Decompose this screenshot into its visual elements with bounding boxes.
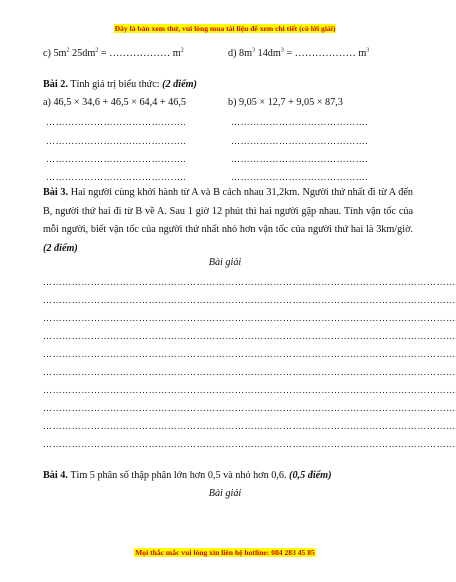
q1-d-mid: 14dm	[255, 48, 281, 59]
bai4-solution-title: Bài giải	[208, 488, 242, 499]
bai3-label: Bài 3.	[43, 187, 69, 198]
bai2-b: b) 9,05 × 12,7 + 9,05 × 87,3	[228, 97, 343, 108]
bai2-b-dots-4: …………………………………….	[231, 172, 369, 182]
bai2-a-dots-3: ……………………………………..	[46, 154, 187, 164]
bai4-points: (0,5 điểm)	[289, 470, 332, 481]
preview-banner-text: Đây là bản xem thử, vui lòng mua tài liệu để xem chi tiết (có lời giải)	[114, 24, 336, 33]
bai2-points: (2 điểm)	[162, 79, 197, 90]
bai3-dots-6: …………………………………………………………………………………………………………………	[43, 367, 456, 377]
bai2-b-dots-3: …………………………………….	[231, 154, 369, 164]
bai2-heading	[43, 79, 197, 91]
bai3-dots-2: …………………………………………………………………………………………………………………	[43, 295, 456, 305]
bai3-dots-10: …………………………………………………………………………………………………………………	[43, 439, 456, 449]
bai2-label: Bài 2.	[43, 79, 68, 90]
q1-d-line	[228, 48, 369, 60]
q1-d-rest: = ……………… m	[283, 48, 367, 59]
q1-d-sup1: 3	[252, 47, 256, 54]
bai3-dots-4: …………………………………………………………………………………………………………………	[43, 331, 456, 341]
bai3-dots-8: …………………………………………………………………………………………………………………	[43, 403, 456, 413]
bai2-a-dots-1: ……………………………………..	[46, 117, 187, 127]
bai3-dots-9: …………………………………………………………………………………………………………………	[43, 421, 456, 431]
q1-c-rest: = ……………… m	[98, 48, 181, 59]
bai3-dots-7: …………………………………………………………………………………………………………………	[43, 385, 456, 395]
bai2-a: a) 46,5 × 34,6 + 46,5 × 64,4 + 46,5	[43, 97, 186, 108]
bai4-heading	[43, 470, 331, 482]
q1-c-sup2: 2	[95, 47, 99, 54]
q1-d-left: d) 8m	[228, 48, 253, 59]
hotline-banner	[0, 548, 450, 557]
bai3-points: (2 điểm)	[43, 242, 78, 254]
bai3-dots-1: …………………………………………………………………………………………………………………	[43, 277, 456, 287]
bai2-b-dots-2: …………………………………….	[231, 136, 369, 146]
bai3-dots-5: …………………………………………………………………………………………………………………	[43, 349, 456, 359]
q1-c-mid: 25dm	[69, 48, 96, 59]
bai2-a-dots-4: ……………………………………..	[46, 172, 187, 182]
bai3-paragraph	[43, 184, 413, 258]
q1-c-left: c) 5m	[43, 48, 67, 59]
hotline-banner-text: Mọi thắc mắc vui lòng xin liên hệ hotline: 084 283 45 85	[135, 548, 315, 557]
q1-d-sup2: 3	[280, 47, 284, 54]
q1-c-line	[43, 48, 184, 60]
bai2-text: Tính giá trị biểu thức:	[67, 79, 163, 90]
bai3-dots-3: …………………………………………………………………………………………………………………	[43, 313, 456, 323]
bai2-a-dots-2: ……………………………………..	[46, 136, 187, 146]
bai2-b-dots-1: …………………………………….	[231, 117, 369, 127]
q1-d-sup3: 3	[366, 47, 370, 54]
bai3-solution-title: Bài giải	[208, 257, 242, 268]
bai3-text: Hai người cùng khởi hành từ A và B cách nhau 31,2km. Người thứ nhất đi từ A đến B, người thứ hai đi từ B về A. Sau 1 giờ 12 phút thì hai người gặp nhau. Tính vận tốc của mỗi người, biết vận tốc của người thứ nhất nhỏ hơn vận tốc của người thứ hai là 3km/giờ.	[43, 187, 413, 235]
preview-banner	[0, 24, 450, 33]
bai4-text: Tìm 5 phân số thập phân lớn hơn 0,5 và nhỏ hơn 0,6.	[67, 470, 290, 481]
q1-c-sup3: 2	[180, 47, 184, 54]
q1-c-sup1: 2	[66, 47, 70, 54]
bai4-label: Bài 4.	[43, 470, 68, 481]
